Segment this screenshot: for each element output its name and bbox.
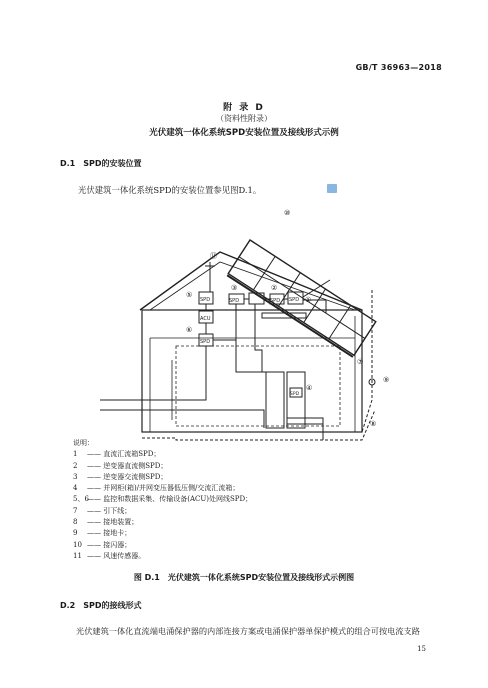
- section-d1-title: D.1 SPD的安装位置: [60, 159, 142, 168]
- figure-legend: [73, 438, 252, 562]
- legend-item: 5、6—— 监控和数据采集、传输设备(ACU)处网线SPD；: [73, 495, 253, 504]
- legend-item: 10 —— 接闪器；: [73, 540, 132, 549]
- down-conductor: [362, 290, 372, 432]
- roof-inner: [150, 262, 355, 310]
- callout-3: ③: [231, 284, 238, 292]
- appendix-heading: 光伏建筑一体化系统SPD安装位置及接线形式示例: [149, 128, 339, 138]
- cabinet-4b: [287, 372, 305, 428]
- callout-6: ⑥: [186, 326, 193, 334]
- page-number: 15: [417, 645, 426, 653]
- spd-label-3: SPD: [229, 298, 240, 304]
- callout-2: ②: [271, 284, 278, 292]
- appendix-subtitle: （资料性附录）: [216, 114, 272, 123]
- callout-10: ⑩: [284, 209, 291, 217]
- callout-5: ⑤: [186, 291, 193, 299]
- appendix-title: 附 录 D: [223, 103, 265, 113]
- spd-label-5: SPD: [200, 297, 211, 303]
- callout-1: ①: [305, 296, 312, 304]
- terminal-bar-top: [262, 313, 306, 318]
- spd-label-2: SPD: [270, 298, 281, 304]
- cabinet-4a: [266, 372, 284, 428]
- legend-item: 9 —— 接地卡；: [73, 529, 132, 538]
- callout-4: ④: [306, 384, 313, 392]
- acu-label: ACU: [200, 316, 211, 322]
- spd-label-4: SPD: [290, 392, 300, 397]
- room-dashed: [176, 346, 340, 426]
- legend-item: 3 —— 逆变器交流侧SPD；: [73, 472, 168, 481]
- spd-label-1: SPD: [289, 297, 300, 303]
- callout-9: ⑨: [383, 376, 390, 384]
- figure-caption: 图 D.1 光伏建筑一体化系统SPD安装位置及接线形式示例图: [133, 573, 355, 582]
- legend-item: 2 —— 逆变器直流侧SPD；: [73, 461, 168, 470]
- building-wall: [142, 310, 362, 432]
- section-d2-paragraph: 光伏建筑一体化直流端电涌保护器的内部连接方案或电涌保护器单保护模式的组合可按电流支路: [76, 626, 420, 636]
- callout-8: ⑧: [370, 420, 377, 428]
- standard-number: GB/T 36963—2018: [355, 63, 442, 72]
- legend-item: 1 —— 直流汇流箱SPD；: [73, 450, 161, 459]
- callout-7: ⑦: [357, 358, 364, 366]
- legend-item: 4 —— 并网柜(箱)/并网变压器低压侧/交流汇流箱；: [73, 484, 240, 493]
- callout-11: ⑪: [210, 252, 217, 260]
- spd-label-6: SPD: [200, 339, 211, 345]
- legend-item: 8 —— 接地装置；: [73, 518, 139, 527]
- legend-item: 11 —— 风速传感器。: [73, 551, 146, 560]
- section-d2-title: D.2 SPD的接线形式: [60, 601, 142, 610]
- legend-item: 7 —— 引下线；: [73, 506, 132, 515]
- section-d1-paragraph: 光伏建筑一体化系统SPD的安装位置参见图D.1。: [78, 185, 262, 195]
- legend-title: 说明：: [73, 439, 94, 447]
